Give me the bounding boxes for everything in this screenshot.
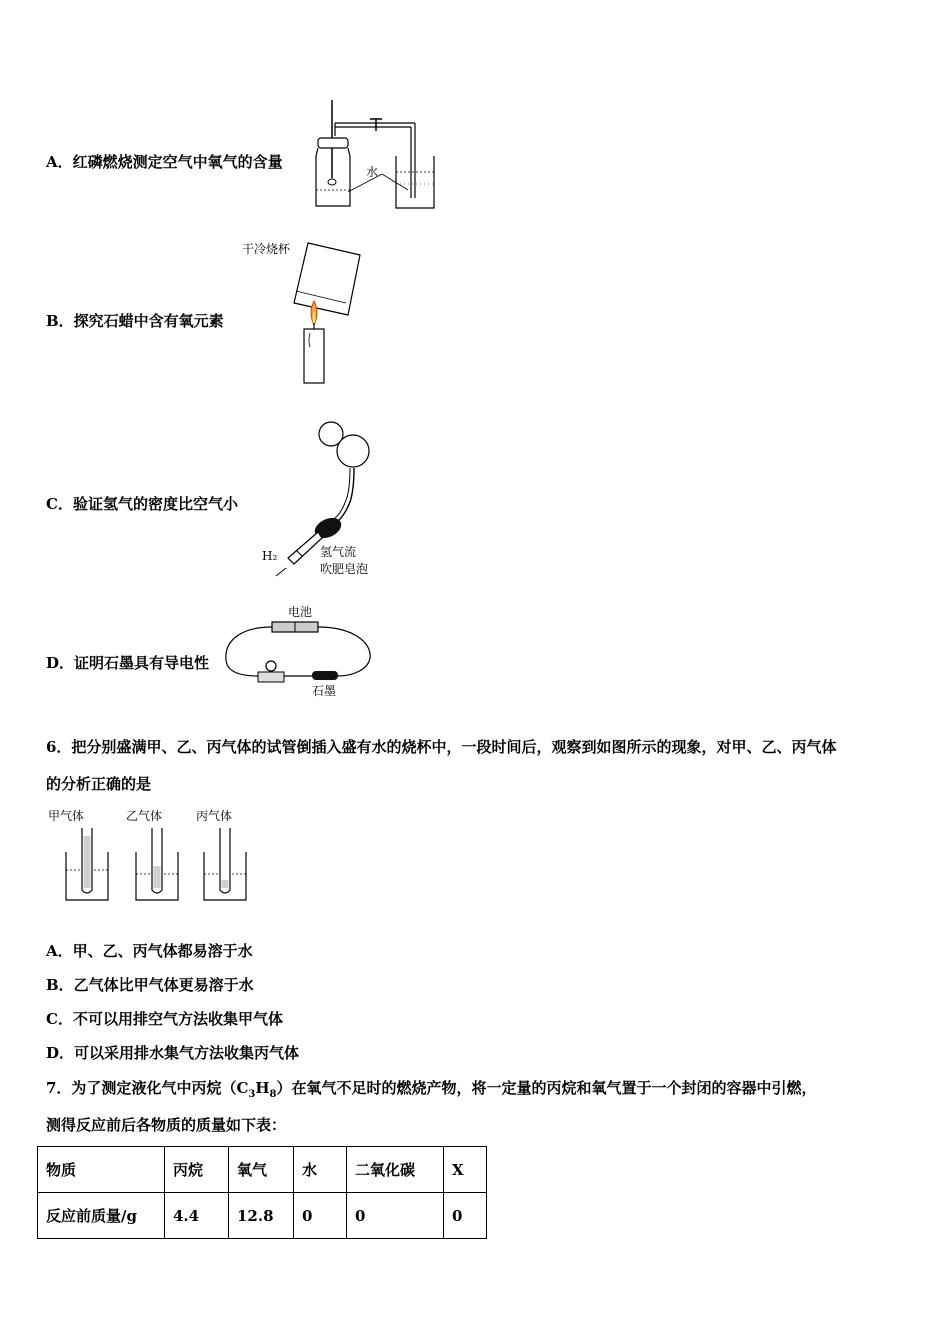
table-header-cell: 水 (294, 1147, 347, 1193)
figure-candle-beaker (238, 233, 373, 388)
q6-option-a: A．甲、乙、丙气体都易溶于水 (46, 942, 253, 960)
q6-option-c: C．不可以用排空气方法收集甲气体 (46, 1010, 283, 1028)
figure-gas-tubes (44, 806, 254, 906)
mass-table (37, 1146, 487, 1239)
label-gas-b: 乙气体 (126, 809, 163, 823)
q7-stem-line2: 测得反应前后各物质的质量如下表： (46, 1116, 287, 1134)
label-blow-bubbles: 吹肥皂泡 (320, 562, 369, 576)
table-header-cell: 二氧化碳 (347, 1147, 444, 1193)
table-header-cell: X (444, 1147, 487, 1193)
q6-stem-line2: 的分析正确的是 (46, 775, 152, 793)
q6-option-d: D．可以采用排水集气方法收集丙气体 (46, 1044, 300, 1062)
label-water: 水 (366, 165, 379, 179)
table-cell: 12.8 (229, 1193, 294, 1239)
table-header-cell: 丙烷 (165, 1147, 229, 1193)
label-dry-cold-beaker: 干冷烧杯 (242, 242, 291, 256)
table-cell: 反应前质量/g (38, 1193, 165, 1239)
table-header-cell: 氧气 (229, 1147, 294, 1193)
table-header-row (38, 1147, 487, 1193)
table-cell: 0 (347, 1193, 444, 1239)
q6-option-b: B．乙气体比甲气体更易溶于水 (46, 976, 254, 994)
table-header-cell: 物质 (38, 1147, 165, 1193)
figure-red-phosphorus-apparatus (300, 98, 450, 213)
label-h2: H₂ (262, 549, 278, 563)
q7-stem-line1: 7．为了测定液化气中丙烷$(C_3H_8)$在氧气不足时的燃烧产物，将一定量的丙烷和氧气置于一个封闭的容器中引燃， (46, 1079, 817, 1100)
option-c-text: C．验证氢气的密度比空气小 (46, 495, 238, 513)
option-d-text: D．证明石墨具有导电性 (46, 654, 210, 672)
label-graphite: 石墨 (312, 684, 337, 698)
label-gas-c: 丙气体 (196, 809, 233, 823)
label-gas-a: 甲气体 (48, 809, 85, 823)
table-row (38, 1193, 487, 1239)
option-b-text: B．探究石蜡中含有氧元素 (46, 312, 224, 330)
figure-hydrogen-bubble (258, 418, 388, 580)
label-battery: 电池 (288, 605, 313, 619)
label-hydrogen-stream: 氢气流 (320, 545, 357, 559)
figure-graphite-circuit (222, 600, 374, 700)
option-a-text: A．红磷燃烧测定空气中氧气的含量 (46, 153, 283, 171)
table-cell: 0 (294, 1193, 347, 1239)
q6-stem-line1: 6．把分别盛满甲、乙、丙气体的试管倒插入盛有水的烧杯中，一段时间后，观察到如图所示的现象，对甲、乙、丙气体 (46, 738, 837, 756)
table-cell: 0 (444, 1193, 487, 1239)
table-cell: 4.4 (165, 1193, 229, 1239)
